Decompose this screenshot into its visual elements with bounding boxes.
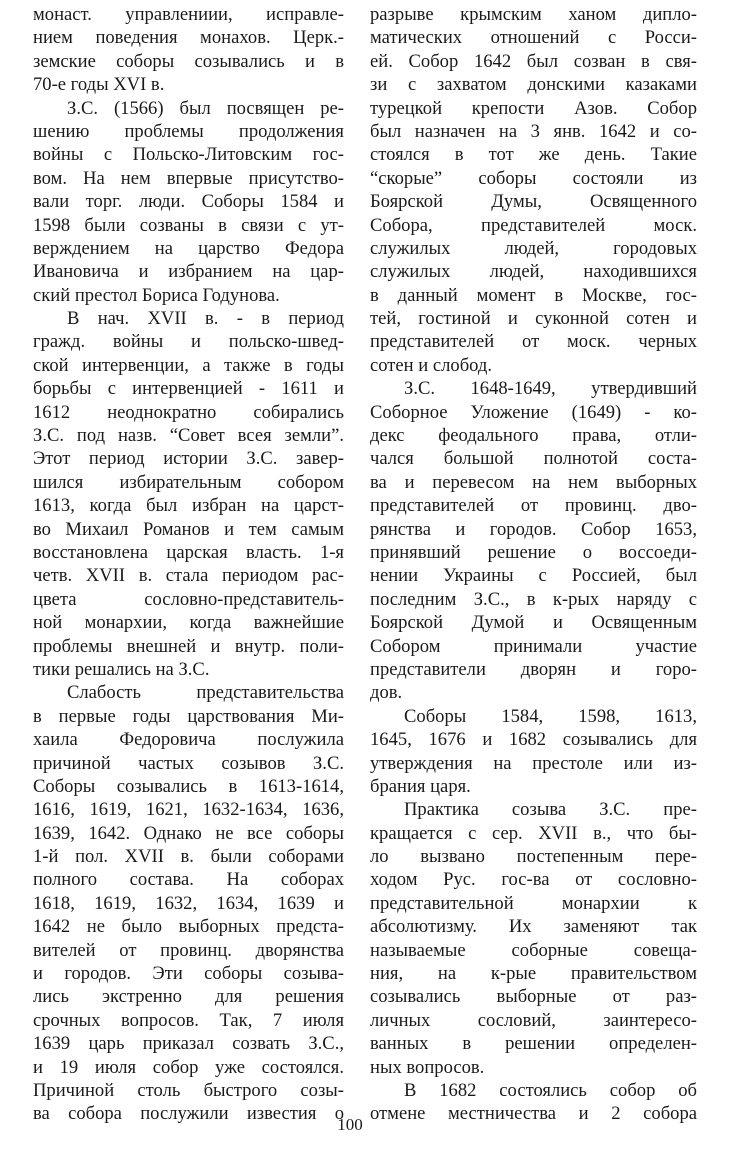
paragraph [33, 3, 344, 97]
text-line: причиной частых созывов З.С. [33, 752, 344, 774]
text-line: представителей от провинц. дво- [370, 495, 697, 517]
text-line: верждением на царство Федора [33, 237, 344, 259]
text-line: ло вызвано постепенным пере- [370, 846, 697, 868]
text-line: вителей от провинц. дворянства [33, 939, 344, 961]
text-line: ной монархии, когда важнейшие [33, 612, 344, 634]
text-line: Соборное Уложение (1649) - ко- [370, 401, 697, 423]
text-line: представителей от моск. черных [370, 331, 697, 353]
text-line: последним З.С., в к-рых наряду с [370, 588, 697, 610]
text-line: нием поведения монахов. Церк.- [33, 27, 344, 49]
text-line: и 19 июля собор уже состоялся. [33, 1056, 344, 1078]
text-line: Собором принимали участие [370, 635, 697, 657]
text-line: ей. Собор 1642 был созван в свя- [370, 50, 697, 72]
text-line: Практика созыва З.С. пре- [404, 799, 697, 821]
text-line: Этот период истории З.С. завер- [33, 448, 344, 470]
text-line: тей, гостиной и суконной сотен и [370, 308, 697, 330]
text-column-left [33, 3, 344, 1126]
text-line: личных сословий, заинтересо- [370, 1009, 697, 1031]
text-line: Ивановича и избранием на цар- [33, 261, 344, 283]
text-line: чался большой полнотой соста- [370, 448, 697, 470]
text-line: турецкой крепости Азов. Собор [370, 97, 697, 119]
paragraph [33, 307, 344, 681]
text-line: разрыве крымским ханом дипло- [370, 4, 697, 25]
text-line: гражд. войны и польско-швед- [33, 331, 344, 353]
text-line: монаст. управлениии, исправле- [33, 4, 344, 25]
text-line: шению проблемы продолжения [33, 120, 344, 142]
text-line: проблемы внешней и внутр. поли- [33, 635, 344, 657]
text-line: зи с захватом донскими казаками [370, 74, 697, 96]
text-line: ходом Рус. гос-ва от сословно- [370, 869, 697, 891]
text-line: во Михаил Романов и тем самым [33, 518, 344, 540]
text-line: абсолютизму. Их заменяют так [370, 916, 697, 938]
text-line: ской интервенции, а также в годы [33, 354, 344, 376]
text-line: “скорые” соборы состояли из [370, 167, 697, 189]
text-line: лись экстренно для решения [33, 986, 344, 1008]
text-line: ванных в решении определен- [370, 1033, 697, 1055]
text-line: ва собора послужили известия о [33, 1103, 344, 1125]
text-line: Соборы созывались в 1613-1614, [33, 775, 344, 797]
text-line: декс феодального права, отли- [370, 425, 697, 447]
page-number: 100 [337, 1115, 363, 1134]
text-line: служилых людей, находившихся [370, 261, 697, 283]
text-line: хаила Федоровича послужила [33, 729, 344, 751]
text-line: в первые годы царствования Ми- [33, 705, 344, 727]
text-line: 1-й пол. XVII в. были соборами [33, 846, 344, 868]
paragraph [370, 798, 697, 1079]
text-line: нении Украины с Россией, был [370, 565, 697, 587]
text-line: отмене местничества и 2 собора [370, 1103, 697, 1125]
paragraph [370, 3, 697, 377]
text-line: З.С. 1648-1649, утвердивший [404, 378, 697, 400]
text-line: Слабость представительства [67, 682, 344, 704]
text-line: З.С. под назв. “Совет всея земли”. [33, 425, 344, 447]
text-line: борьбы с интервенцией - 1611 и [33, 378, 344, 400]
text-line: сотен и слобод. [370, 354, 493, 376]
text-line: земские соборы созывались и в [33, 50, 344, 72]
paragraph [370, 705, 697, 799]
text-line: и городов. Эти соборы созыва- [33, 963, 344, 985]
text-line: 1613, когда был избран на царст- [33, 495, 344, 517]
paragraph [33, 681, 344, 1125]
text-line: З.С. (1566) был посвящен ре- [67, 97, 344, 119]
text-line: Соборы 1584, 1598, 1613, [404, 705, 697, 727]
text-line: Боярской Думы, Освященного [370, 191, 697, 213]
text-line: В нач. XVII в. - в период [67, 308, 344, 330]
text-line: принявший решение о воссоеди- [370, 541, 697, 563]
text-line: ва и перевесом на нем выборных [370, 471, 697, 493]
text-line: вали торг. люди. Соборы 1584 и [33, 191, 344, 213]
text-line: 1645, 1676 и 1682 созывались для [370, 729, 697, 751]
text-line: тики решались на З.С. [33, 658, 210, 680]
text-line: стоялся в тот же день. Такие [370, 144, 697, 166]
text-line: утверждения на престоле или из- [370, 752, 697, 774]
text-line: 1642 не было выборных предста- [33, 916, 344, 938]
text-line: войны с Польско-Литовским гос- [33, 144, 344, 166]
text-line: срочных вопросов. Так, 7 июля [33, 1009, 344, 1031]
text-line: Причиной столь быстрого созы- [33, 1079, 344, 1101]
text-line: 1612 неоднократно собирались [33, 401, 344, 423]
text-line: созывались выборные от раз- [370, 986, 697, 1008]
text-line: четв. XVII в. стала периодом рас- [33, 565, 344, 587]
text-line: матических отношений с Росси- [370, 27, 697, 49]
text-line: 1639, 1642. Однако не все соборы [33, 822, 344, 844]
text-line: вом. На нем впервые присутство- [33, 167, 344, 189]
text-line: полного состава. На соборах [33, 869, 344, 891]
text-line: В 1682 состоялись собор об [404, 1079, 697, 1101]
text-line: цвета сословно-представитель- [33, 588, 344, 610]
text-line: кращается с сер. XVII в., что бы- [370, 822, 697, 844]
paragraph [33, 97, 344, 308]
text-line: Боярской Думой и Освященным [370, 612, 697, 634]
text-line: шился избирательным собором [33, 471, 344, 493]
text-line: рянства и городов. Собор 1653, [370, 518, 697, 540]
text-line: 1598 были созваны в связи с ут- [33, 214, 344, 236]
text-line: 1618, 1619, 1632, 1634, 1639 и [33, 892, 344, 914]
text-line: в данный момент в Москве, гос- [370, 284, 697, 306]
text-column-right [370, 3, 697, 1126]
text-line: был назначен на 3 янв. 1642 и со- [370, 120, 697, 142]
text-line: брания царя. [370, 775, 471, 797]
text-line: ния, на к-рые правительством [370, 963, 697, 985]
text-line: называемые соборные совеща- [370, 939, 697, 961]
text-line: служилых людей, городовых [370, 237, 697, 259]
paragraph [370, 377, 697, 704]
text-line: представительной монархии к [370, 892, 697, 914]
text-line: ский престол Бориса Годунова. [33, 284, 280, 306]
text-line: дов. [370, 682, 403, 704]
text-line: 1639 царь приказал созвать З.С., [33, 1033, 344, 1055]
text-line: представители дворян и горо- [370, 658, 697, 680]
text-line: ных вопросов. [370, 1056, 485, 1078]
text-line: восстановлена царская власть. 1-я [33, 541, 344, 563]
text-line: 1616, 1619, 1621, 1632-1634, 1636, [33, 799, 344, 821]
text-line: 70-е годы XVI в. [33, 74, 165, 96]
text-line: Собора, представителей моск. [370, 214, 697, 236]
